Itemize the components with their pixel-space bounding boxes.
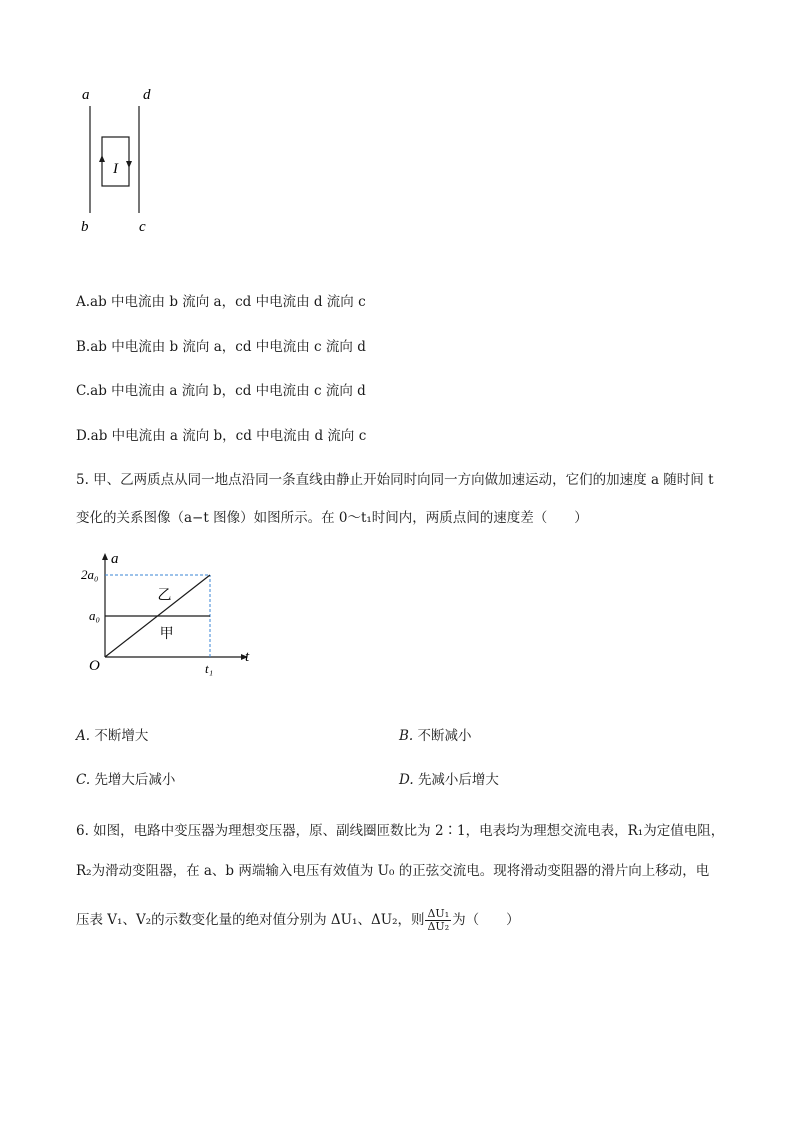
q5-option-c[interactable] <box>76 771 175 789</box>
option-text: 不断减小 <box>417 728 472 744</box>
wires-loop-figure <box>70 80 180 240</box>
option-text: ab 中电流由 a 流向 b，cd 中电流由 c 流向 d <box>90 383 366 399</box>
q5-option-b[interactable] <box>399 727 472 745</box>
q5-stem-line1: 5. 甲、乙两质点从同一地点沿同一条直线由静止开始同时向同一方向做加速运动，它们的加速度 a 随时间 t <box>76 472 714 488</box>
option-key: D. <box>399 772 414 788</box>
label-c: c <box>139 219 146 235</box>
series-label-jia: 甲 <box>159 627 174 643</box>
label-I: I <box>113 161 118 177</box>
series-label-yi: 乙 <box>157 588 172 604</box>
option-key: D. <box>76 428 91 444</box>
q6-stem-line2: R₂为滑动变阻器，在 a、b 两端输入电压有效值为 U₀ 的正弦交流电。现将滑动变阻器的滑片向上移动，电 <box>76 863 710 879</box>
option-key: C. <box>76 772 91 788</box>
option-key: C. <box>76 383 91 399</box>
q6-stem-line1: 6. 如图，电路中变压器为理想变压器，原、副线圈匝数比为 2∶1，电表均为理想交流电表，R₁为定值电阻， <box>76 823 725 839</box>
frac-denominator: ΔU₂ <box>427 920 450 933</box>
loop-arrow-up <box>99 155 105 162</box>
q5-option-d[interactable] <box>399 771 499 789</box>
q6-line3-prefix: 压表 V₁、V₂的示数变化量的绝对值分别为 ΔU₁、ΔU₂，则 <box>76 912 425 928</box>
delta-u-ratio <box>425 908 451 933</box>
y-axis-label: a <box>111 551 119 567</box>
option-key: A. <box>76 728 91 744</box>
y-axis-arrow <box>102 553 108 560</box>
option-text: ab 中电流由 b 流向 a，cd 中电流由 c 流向 d <box>90 339 366 355</box>
frac-numerator: ΔU₁ <box>427 907 450 920</box>
label-d: d <box>143 87 151 103</box>
y-tick-label-2a0: 2a₀ <box>81 567 99 582</box>
option-text: 先增大后减小 <box>94 772 176 788</box>
option-text: 先减小后增大 <box>417 772 499 788</box>
q4-option-a[interactable] <box>76 293 366 311</box>
option-text: ab 中电流由 b 流向 a，cd 中电流由 d 流向 c <box>90 294 366 310</box>
origin-label: O <box>89 658 100 674</box>
option-text: 不断增大 <box>94 728 149 744</box>
option-text: ab 中电流由 a 流向 b，cd 中电流由 d 流向 c <box>90 428 367 444</box>
q5-stem-line2: 变化的关系图像（a−t 图像）如图所示。在 0～t₁时间内，两质点间的速度差（ ） <box>76 510 588 526</box>
q5-option-a[interactable] <box>76 727 148 745</box>
label-b: b <box>81 219 89 235</box>
option-key: A. <box>76 294 91 310</box>
loop-arrow-down <box>126 161 132 168</box>
option-key: B. <box>76 339 91 355</box>
x-tick-label-t1: t₁ <box>205 661 214 676</box>
q4-option-d[interactable] <box>76 427 366 445</box>
q6-line3-suffix: 为（ ） <box>452 912 520 928</box>
y-tick-label-a0: a₀ <box>89 608 101 623</box>
q4-option-b[interactable] <box>76 338 366 356</box>
q6-stem-line3 <box>76 906 520 934</box>
label-a: a <box>82 87 90 103</box>
x-axis-label: t <box>245 649 250 665</box>
q4-option-c[interactable] <box>76 382 366 400</box>
option-key: B. <box>399 728 414 744</box>
a-t-graph <box>70 545 260 680</box>
